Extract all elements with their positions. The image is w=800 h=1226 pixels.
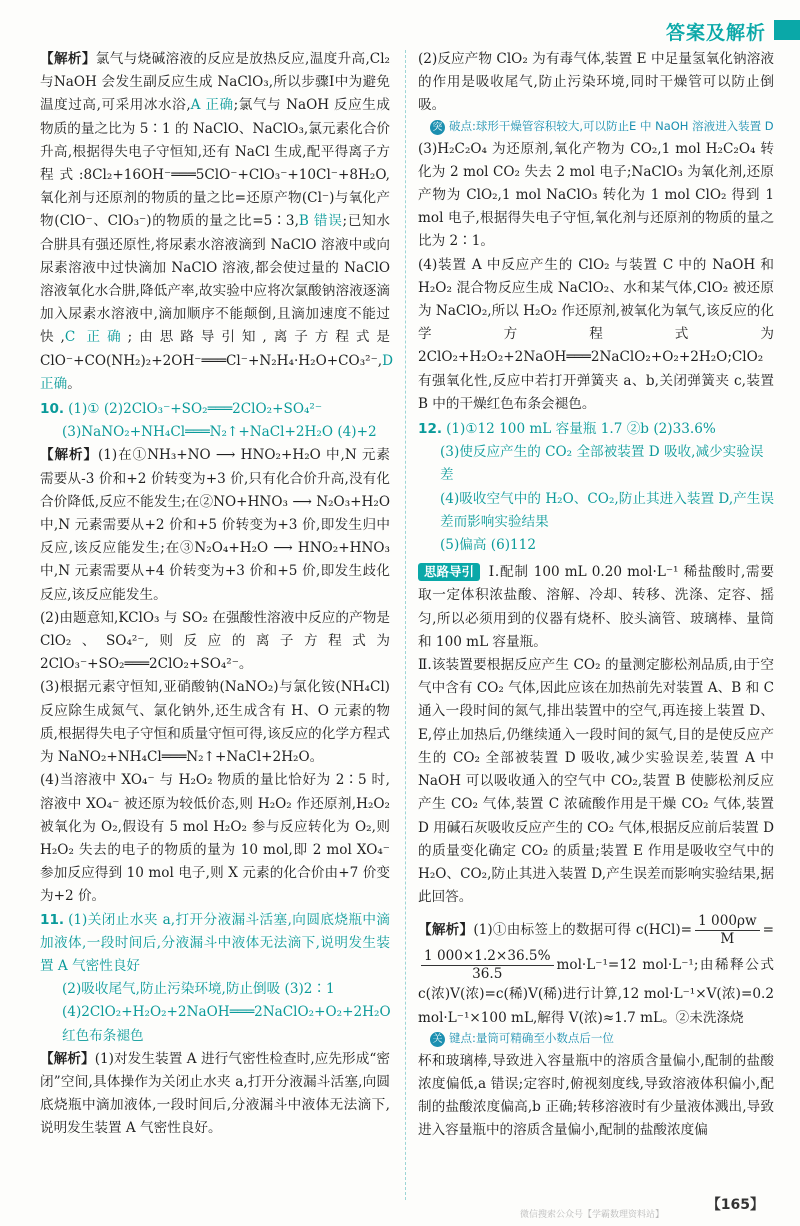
header-title: 答案及解析 [665, 22, 766, 44]
q10-number: 10. [40, 401, 65, 418]
fraction-1-numerator: 1 000ρw [695, 913, 760, 931]
q11-explanation-1 [40, 1048, 390, 1141]
q11-number: 11. [40, 911, 65, 928]
q9-end: 。 [67, 375, 81, 392]
breakthrough-icon: 突 [430, 120, 445, 135]
key-point-icon: 关 [430, 1032, 445, 1047]
q10-para-1: (1)在①NH₃+NO ⟶ HNO₂+H₂O 中,N 元素需要从-3 价和+2 价转变为+3 价,只有化合价升高,没有化合价降低,反应不能发生;在②NO+HNO₃ ⟶ N₂O₃+H₂O 中,N 元素需要从+2 价和+5 价转变为+3 价,即发生归中反应,该反应能发生;在③N₂O₄+H₂O ⟶ HNO₂+HNO₃ 中,N 元素需要从+4 价转变为+3 价和+5 价,即发生歧化反应,该反应能发生。 [40, 447, 391, 603]
q9-option-d: D 正确 [40, 352, 393, 392]
silu-guide [418, 561, 774, 654]
header-accent-bar [774, 20, 800, 40]
q12-answer-line-4: (5)偏高 (6)112 [440, 537, 536, 554]
fraction-1-denominator: M [720, 931, 735, 948]
q9-body-2: ;氯气与 NaOH 反应生成物质的量之比为 5∶1 的 NaClO、NaClO₃,氯元素化合价升高,根据得失电子守恒知,还有 NaCl 生成,配平得离子方程式:8Cl₂+16OH⁻═══5ClO⁻+ClO₃⁻+10Cl⁻+8H₂O,氧化剂与还原剂的物质的量之比=还原产物(Cl⁻)与氧化产物(ClO⁻、ClO₃⁻)的物质的量之比=5∶3, [40, 97, 390, 230]
q9-body-3: ;已知水合肼具有强还原性,将尿素水溶液滴到 NaClO 溶液中或向尿素溶液中过快滴加 NaClO 溶液,都会使过量的 NaClO 溶液氧化水合肼,降低产率,故实验中应将次氯酸钠溶液逐滴加入尿素水溶液中,滴加顺序不能颠倒,且滴加速度不能过快, [40, 213, 391, 346]
q12-answer-line-3: (4)吸收空气中的 H₂O、CO₂,防止其进入装置 D,产生误差而影响实验结果 [440, 490, 774, 530]
q10-answer-1: (1)① (2)2ClO₃⁻+SO₂═══2ClO₂+SO₄²⁻ [68, 401, 323, 418]
jiexi-label: 【解析】 [40, 51, 96, 67]
watermark: 微信搜索公众号【学霸数理资料站】 [520, 1210, 665, 1220]
q12-para-1c: mol·L⁻¹=12 mol·L⁻¹;由稀释公式 c(浓)V(浓)=c(稀)V(稀)进行计算,12 mol·L⁻¹×V(浓)=0.2 mol·L⁻¹×100 mL,解得 V(浓)≈1.7 mL。②未洗涤烧 [418, 957, 774, 1026]
q11-answer-line-2: (2)吸收尾气,防止污染环境,防止倒吸 (3)2∶1 [62, 981, 335, 998]
silu-para-1: Ⅰ.配制 100 mL 0.20 mol·L⁻¹ 稀盐酸时,需要取一定体积浓盐酸、溶解、冷却、转移、洗涤、定容、摇匀,所以必须用到的仪器有烧杯、胶头滴管、玻璃棒、量筒和 100 mL 容量瓶。 [418, 564, 774, 650]
fraction-2 [421, 948, 554, 983]
q12-answer [418, 418, 774, 441]
q10-answer [40, 398, 390, 421]
jiexi-label: 【解析】 [418, 922, 474, 939]
q11-answer-1: (1)关闭止水夹 a,打开分液漏斗活塞,向圆底烧瓶中滴加液体,一段时间后,分液漏斗中液体无法滴下,说明发生装置 A 气密性良好 [40, 911, 390, 974]
q10-para-2: (2)由题意知,KClO₃ 与 SO₂ 在强酸性溶液中反应的产物是 ClO₂、SO₄²⁻,则反应的离子方程式为 2ClO₃⁻+SO₂═══2ClO₂+SO₄²⁻。 [40, 609, 390, 673]
key-point-note [430, 1031, 774, 1047]
q12-answer-line-2: (3)使反应产生的 CO₂ 全部被装置 D 吸收,减少实验误差 [440, 444, 764, 484]
q9-body-1: 氯气与烧碱溶液的反应是放热反应,温度升高,Cl₂ 与NaOH 会发生副反应生成 NaClO₃,所以步骤Ⅰ中为避免温度过高,可采用冰水浴, [40, 51, 391, 114]
q12-para-1a: (1)①由标签上的数据可得 c(HCl)= [473, 922, 693, 939]
left-column [40, 48, 393, 1141]
q11-para-1: (1)对发生装置 A 进行气密性检查时,应先形成“密闭”空间,具体操作为关闭止水夹 a,打开分液漏斗活塞,向圆底烧瓶中滴加液体,一段时间后,分液漏斗中液体无法滴下,说明发生装置 A 气密性良好。 [40, 1050, 391, 1137]
q11-answer-line-3: (4)2ClO₂+H₂O₂+2NaOH═══2NaClO₂+O₂+2H₂O 红色布条褪色 [62, 1004, 391, 1044]
q10-explanation-1 [40, 444, 390, 606]
breakthrough-note [430, 119, 774, 135]
q10-para-4: (4)当溶液中 XO₄⁻ 与 H₂O₂ 物质的量比恰好为 2∶5 时,溶液中 XO₄⁻ 被还原为较低价态,则 H₂O₂ 作还原剂,H₂O₂ 被氧化为 O₂,假设有 5 mol H₂O₂ 参与反应转化为 O₂,则 H₂O₂ 失去的电子的物质的量为 10 mol,即 2 mol XO₄⁻ 参加反应得到 10 mol 电子,则 X 元素的化合价由+7 价变为+2 价。 [40, 772, 390, 905]
q9-option-b: B 错误 [298, 213, 343, 230]
right-column [418, 48, 774, 1143]
key-point-note-text: 键点:量筒可精确至小数点后一位 [449, 1030, 614, 1045]
q11-para-2: (2)反应产物 ClO₂ 为有毒气体,装置 E 中足量氢氧化钠溶液的作用是吸收尾气,防止污染环境,同时干燥管可以防止倒吸。 [418, 51, 774, 114]
jiexi-label: 【解析】 [40, 1050, 95, 1067]
q11-para-4: (4)装置 A 中反应产生的 ClO₂ 与装置 C 中的 NaOH 和 H₂O₂ 混合物反应生成 NaClO₂、水和某气体,ClO₂ 被还原为 NaClO₂,所以 H₂O₂ 作还原剂,被氧化为氧气,该反应的化学方程式为 2ClO₂+H₂O₂+2NaOH═══2NaClO₂+O₂+2H₂O;ClO₂ 有强氧化性,反应中若打开弹簧夹 a、b,关闭弹簧夹 c,装置 B 中的干燥红色布条会褪色。 [418, 256, 774, 412]
q9-explanation [40, 48, 393, 396]
fraction-2-denominator: 36.5 [472, 966, 503, 983]
q12-answer-1: (1)①12 100 mL 容量瓶 1.7 ②b (2)33.6% [446, 421, 716, 438]
fraction-1 [695, 913, 760, 948]
q9-option-c: C 正确 [64, 329, 128, 346]
q12-para-1b: = [762, 922, 775, 939]
fraction-2-numerator: 1 000×1.2×36.5% [421, 948, 554, 966]
silu-label: 思路导引 [418, 563, 480, 581]
q12-para-2: 杯和玻璃棒,导致进入容量瓶中的溶质含量偏小,配制的盐酸浓度偏低,a 错误;定容时,俯视刻度线,导致溶液体积偏小,配制的盐酸浓度偏高,b 正确;转移溶液时有少量液体溅出,导致进入容量瓶中的溶质含量偏小,配制的盐酸浓度偏 [418, 1052, 774, 1139]
breakthrough-note-text: 破点:球形干燥管容积较大,可以防止E 中 NaOH 溶液进入装置 D [449, 118, 774, 133]
q11-answer [40, 909, 390, 979]
q12-explanation [418, 913, 774, 1029]
column-divider [405, 50, 406, 1200]
jiexi-label: 【解析】 [40, 447, 98, 464]
q10-answer-line-2: (3)NaNO₂+NH₄Cl═══N₂↑+NaCl+2H₂O (4)+2 [62, 424, 377, 441]
page-number: 【165】 [706, 1197, 764, 1213]
q12-number: 12. [418, 421, 443, 438]
q9-option-a: A 正确 [190, 97, 234, 114]
silu-para-2: Ⅱ.该装置要根据反应产生 CO₂ 的量测定膨松剂品质,由于空气中含有 CO₂ 气体,因此应该在加热前先对装置 A、B 和 C 通入一段时间的氮气,排出装置中的空气,再连接上装置 D、E,停止加热后,仍继续通入一段时间的氮气,目的是使反应产生的 CO₂ 全部被装置 D 吸收,减少实验误差,装置 A 中 NaOH 可以吸收通入的空气中 CO₂,装置 B 使膨松剂反应产生 CO₂ 气体,装置 C 浓硫酸作用是干燥 CO₂ 气体,装置 D 用碱石灰吸收反应产生的 CO₂ 气体,根据反应前后装置 D 的质量变化确定 CO₂ 的质量;装置 E 作用是吸收空气中的 H₂O、CO₂,防止其进入装置 D,产生误差而影响实验结果,据此回答。 [418, 657, 774, 906]
q9-body-4: ;由思路导引知,离子方程式是 ClO⁻+CO(NH₂)₂+2OH⁻═══Cl⁻+N₂H₄·H₂O+CO₃²⁻, [40, 329, 390, 369]
q11-para-3: (3)H₂C₂O₄ 为还原剂,氧化产物为 CO₂,1 mol H₂C₂O₄ 转化为 2 mol CO₂ 失去 2 mol 电子;NaClO₃ 为氧化剂,还原产物为 ClO₂,1 mol NaClO₃ 转化为 1 mol ClO₂ 得到 1 mol 电子,根据得失电子守恒,氧化剂与还原剂的物质的量之比为 2∶1。 [418, 140, 774, 250]
q10-para-3: (3)根据元素守恒知,亚硝酸钠(NaNO₂)与氯化铵(NH₄Cl)反应除生成氮气、氯化钠外,还生成含有 H、O 元素的物质,根据得失电子守恒和质量守恒可得,该反应的化学方程式为 NaNO₂+NH₄Cl═══N₂↑+NaCl+2H₂O。 [40, 679, 390, 766]
